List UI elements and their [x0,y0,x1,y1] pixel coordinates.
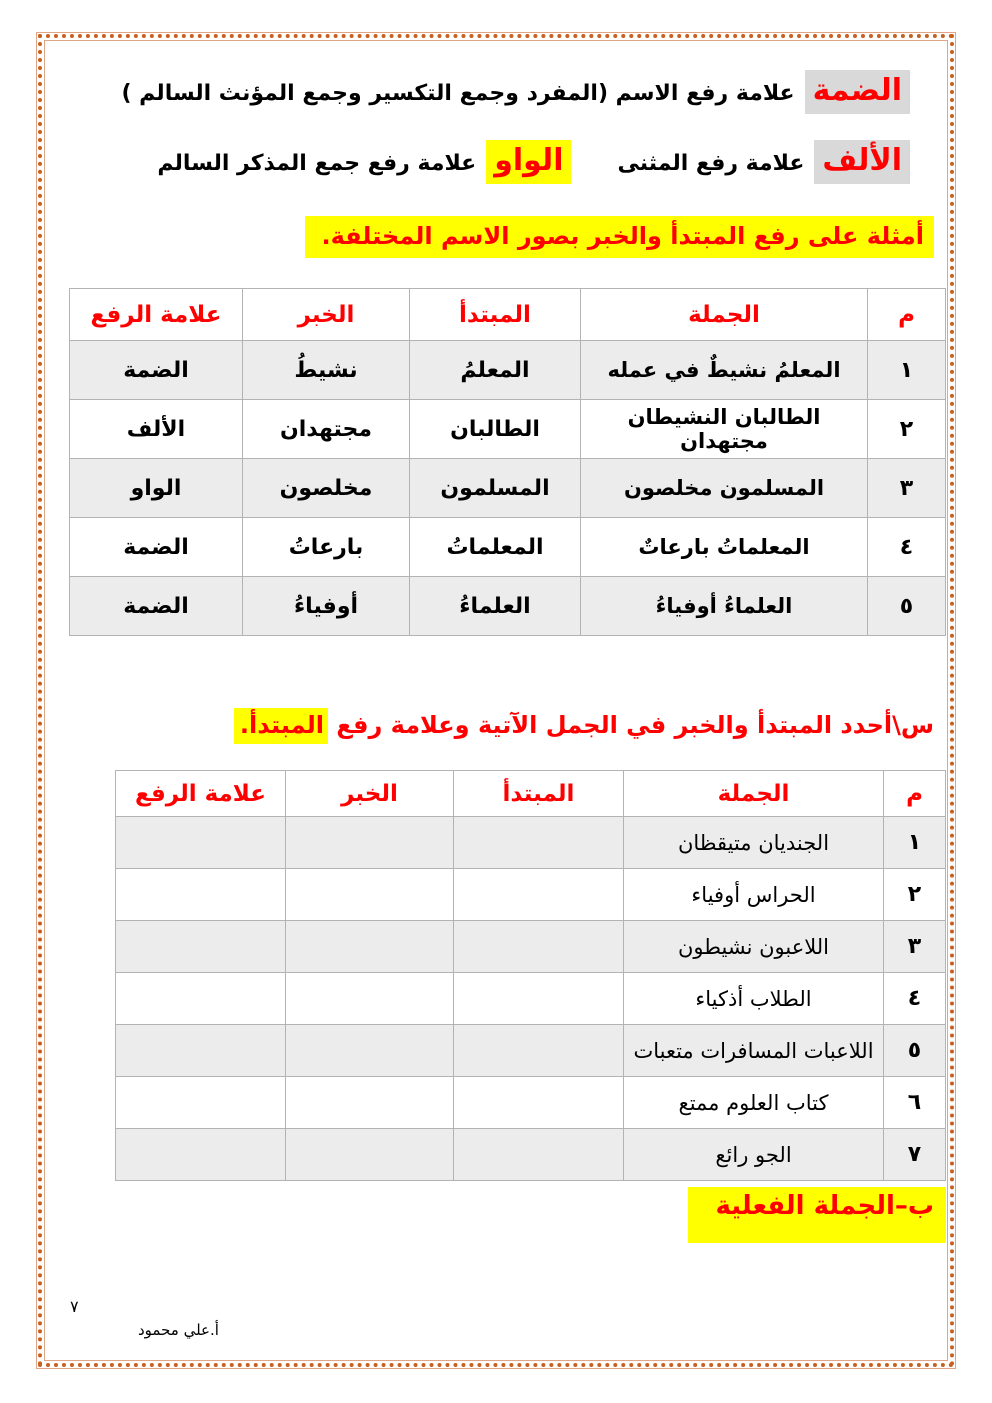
cell-mubtada: المعلمُ [410,341,581,400]
answer-cell-khabar [286,1129,454,1181]
cell-khabar: بارعاتُ [243,518,410,577]
col-header-raf-sign: علامة الرفع [70,289,243,341]
alif-rule-segment [617,140,910,186]
cell-khabar: نشيطُ [243,341,410,400]
cell-num: ٣ [868,459,946,518]
col-header-khabar: الخبر [286,771,454,817]
examples-heading: أمثلة على رفع المبتدأ والخبر بصور الاسم المختلفة. [305,216,934,258]
cell-num: ١ [884,817,946,869]
col-header-khabar: الخبر [243,289,410,341]
col-header-num: م [884,771,946,817]
cell-sentence: المعلماتُ بارعاتٌ [581,518,868,577]
exercise-table [115,770,946,1181]
exercise-question [46,706,934,744]
section-b-heading: ب–الجملة الفعلية [688,1187,946,1243]
answer-cell-mubtada [454,973,624,1025]
page-number: ٧ [70,1297,79,1316]
cell-mubtada: الطالبان [410,400,581,459]
table-row [70,577,946,636]
examples-heading-row [46,216,934,258]
cell-sentence: الجو رائع [624,1129,884,1181]
cell-raf-sign: الواو [70,459,243,518]
cell-sentence: المسلمون مخلصون [581,459,868,518]
exercise-question-text: س\أحدد المبتدأ والخبر في الجمل الآتية وعلامة رفع [328,711,934,739]
cell-sentence: الطالبان النشيطان مجتهدان [581,400,868,459]
cell-khabar: مخلصون [243,459,410,518]
cell-num: ٥ [884,1025,946,1077]
alif-waw-rule-line [46,140,910,186]
col-header-sentence: الجملة [581,289,868,341]
alif-rule-text: علامة رفع المثنى [617,151,805,176]
table-row [116,1129,946,1181]
table-row [116,817,946,869]
cell-sentence: اللاعبون نشيطون [624,921,884,973]
answer-cell-mubtada [454,1129,624,1181]
answer-cell-khabar [286,1025,454,1077]
answer-cell-mubtada [454,817,624,869]
cell-sentence: اللاعبات المسافرات متعبات [624,1025,884,1077]
cell-num: ٣ [884,921,946,973]
answer-cell-raf-sign [116,1077,286,1129]
col-header-raf-sign: علامة الرفع [116,771,286,817]
exercise-question-highlight: المبتدأ. [234,708,328,744]
table-row [70,518,946,577]
section-b-row [46,1187,946,1243]
col-header-mubtada: المبتدأ [410,289,581,341]
answer-cell-raf-sign [116,1025,286,1077]
cell-sentence: الحراس أوفياء [624,869,884,921]
answer-cell-mubtada [454,1025,624,1077]
cell-khabar: أوفياءُ [243,577,410,636]
cell-sentence: المعلمُ نشيطٌ في عمله [581,341,868,400]
cell-raf-sign: الضمة [70,518,243,577]
waw-rule-segment [157,140,571,186]
answer-cell-khabar [286,817,454,869]
table-row [116,1025,946,1077]
col-header-num: م [868,289,946,341]
answer-cell-khabar [286,921,454,973]
alif-term-highlight: الألف [814,140,910,184]
table-row [116,1077,946,1129]
answer-cell-raf-sign [116,973,286,1025]
examples-table-header-row [70,289,946,341]
cell-num: ٤ [868,518,946,577]
answer-cell-mubtada [454,869,624,921]
answer-cell-khabar [286,973,454,1025]
cell-num: ١ [868,341,946,400]
damma-rule-line [46,70,910,116]
cell-sentence: كتاب العلوم ممتع [624,1077,884,1129]
table-row [116,973,946,1025]
col-header-sentence: الجملة [624,771,884,817]
cell-sentence: العلماءُ أوفياءُ [581,577,868,636]
cell-num: ٧ [884,1129,946,1181]
answer-cell-raf-sign [116,869,286,921]
cell-raf-sign: الضمة [70,341,243,400]
table-row [116,921,946,973]
table-row [70,459,946,518]
exercise-table-header-row [116,771,946,817]
cell-num: ٥ [868,577,946,636]
table-row [116,869,946,921]
cell-num: ٢ [884,869,946,921]
waw-term-highlight: الواو [486,140,571,184]
answer-cell-khabar [286,1077,454,1129]
page-content [46,36,946,1367]
page-footer [70,1297,219,1339]
cell-raf-sign: الألف [70,400,243,459]
damma-term-highlight: الضمة [805,70,910,114]
cell-sentence: الطلاب أذكياء [624,973,884,1025]
cell-num: ٢ [868,400,946,459]
table-row [70,341,946,400]
answer-cell-khabar [286,869,454,921]
answer-cell-raf-sign [116,1129,286,1181]
cell-mubtada: العلماءُ [410,577,581,636]
cell-khabar: مجتهدان [243,400,410,459]
damma-rule-text: علامة رفع الاسم (المفرد وجمع التكسير وجمع المؤنث السالم ) [121,81,795,106]
answer-cell-raf-sign [116,817,286,869]
cell-num: ٦ [884,1077,946,1129]
answer-cell-mubtada [454,1077,624,1129]
cell-sentence: الجنديان متيقظان [624,817,884,869]
cell-num: ٤ [884,973,946,1025]
answer-cell-raf-sign [116,921,286,973]
col-header-mubtada: المبتدأ [454,771,624,817]
author-name: أ.علي محمود [138,1321,219,1339]
table-row [70,400,946,459]
answer-cell-mubtada [454,921,624,973]
cell-mubtada: المسلمون [410,459,581,518]
examples-table [69,288,946,636]
waw-rule-text: علامة رفع جمع المذكر السالم [157,151,477,176]
cell-mubtada: المعلماتُ [410,518,581,577]
cell-raf-sign: الضمة [70,577,243,636]
